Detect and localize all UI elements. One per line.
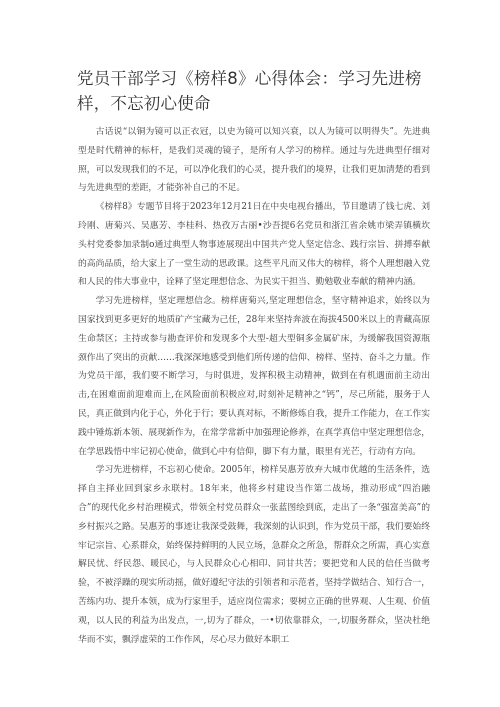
document-body xyxy=(78,123,430,649)
paragraph-intro: 古话说“以铜为镜可以正衣冠，以史为镜可以知兴衰，以人为镜可以明得失”。先进典型是时代精神的标杆，是我们灵魂的镜子，是所有人学习的榜样。通过与先进典型仔细对照，可以发现我们的不足，可以净化我们的心灵，提升我们的境界，让我们更加清楚的看到与先进典型的差距，才能弥补自己的不足。 xyxy=(78,127,430,194)
paragraph-program: 《榜样8》专题节目将于2023年12月21日在中央电视台播出，节目邀请了钱七虎、刘玲刚、唐菊兴、吴惠芳、李桂科、热孜万古丽•沙吾提6名党员和浙江省余姚市梁弄镇横坎头村党委参加录制o通过典型人物事迹展现出中国共产党人坚定信念、践行宗旨、拼搏奉献的高尚品质，给大家上了一堂生动的思政课。这些平凡而又伟大的榜样，将个人理想融入党和人民的伟大事业中，诠释了坚定理想信念、为民实干担当、勤勉敬业奉献的精神内涵。 xyxy=(78,202,430,288)
paragraph-mission: 学习先进榜样，不忘初心使命。2005年，榜样吴惠芳放弃大城市优越的生活条件，选择自主择业回到家乡永联村。18年来，他将乡村建设当作第二战场，推动形成“四治融合”的现代化乡村治理模式，带领全村党员群众一张蓝图绘到底，走出了一条“强富美高”的乡村振兴之路。吴惠芳的事迹让我深受鼓舞，我深刻的认识到，作为党员干部，我们要始终牢记宗旨、心系群众，始终保持鲜明的人民立场，急群众之所急，帮群众之所需，真心实意解民忧、纾民怨、暖民心，与人民群众心心相印、同甘共苦；要把党和人民的信任当做考验，不被浮躁的现实所动摇，做好遵纪守法的引领者和示范者，坚持学做结合、知行合一，苦练内功、提升本领，成为行家里手，适应岗位需求；要树立正确的世界观、人生观、价值观，以人民的利益为出发点，一,切为了群众，一•切依靠群众，一,切服务群众，坚决杜绝华而不实，飘浮虚荣的工作作风，尽心尽力做好本职工 xyxy=(78,465,430,645)
paragraph-ideals: 学习先进榜样，坚定理想信念。榜样唐菊兴,坚定理想信念，坚守精神追求，始终以为国家找到更多更好的地质矿产宝藏为己任，28年来坚持奔波在海拔4500米以上的青藏高原生命禁区；主持或参与勘查评价和发现多个大型-超大型铜多金属矿床，为缓解我国资源瓶颈作出了突出的贡献……我深深地感受到他们所传递的信仰、榜样、坚持、奋斗之力量。作为党员干部，我们要不断学习，与时俱进，发挥积极主动精神，做到在有机遇面前主动出击,在困难面前迎难而上,在风险面前积极应对,时刻补足精神之“钙”，尽己所能，服务于人民，真正做到内化于心，外化于行；要认真对标，不断修炼自我，提升工作能力，在工作实践中锤炼新本领、展现新作为，在常学常新中加强理论修养，在真学真信中坚定理想信念，在学思践悟中牢记初心使命，做到心中有信仰，脚下有力量，眼里有光芒，行动有方向。 xyxy=(78,296,430,457)
document-title: 党员干部学习《榜样8》心得体会：学习先进榜样，不忘初心使命 xyxy=(77,69,422,113)
